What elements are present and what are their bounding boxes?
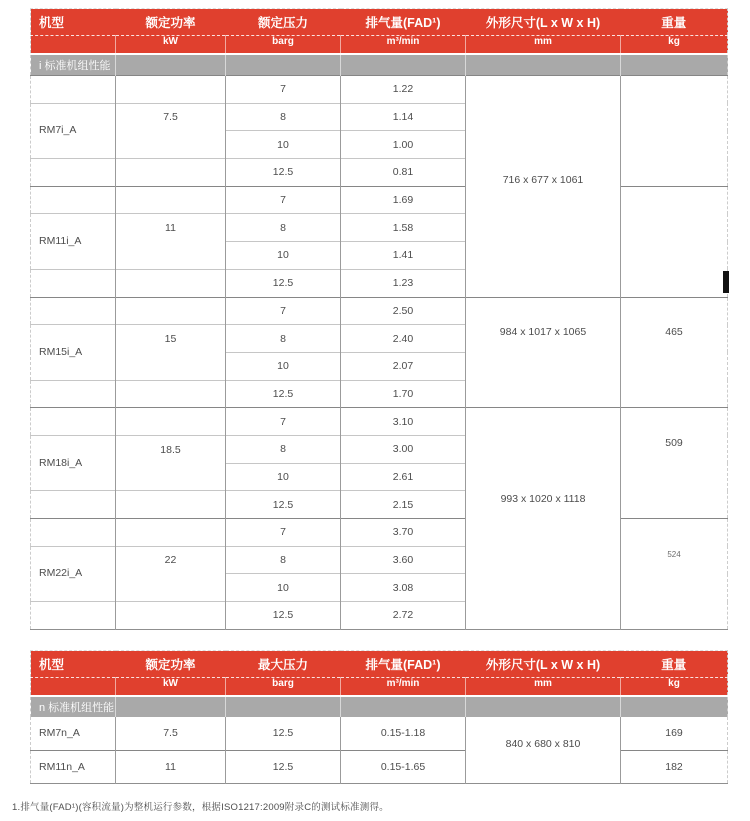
pressure-cell: 7: [226, 297, 341, 325]
model-cell: [31, 297, 116, 325]
weight-cell: 465: [621, 297, 728, 408]
performance-table-i: [30, 8, 728, 630]
section-cell: [621, 696, 728, 717]
section-band-n: [31, 696, 728, 717]
unit-weight: kg: [621, 678, 728, 697]
unit-power: kW: [116, 678, 226, 697]
table-i-body: [31, 76, 728, 630]
unit-fad: m³/min: [341, 36, 466, 55]
fad-cell: 3.08: [341, 574, 466, 602]
weight-cell: 524: [621, 519, 728, 630]
weight-cell: [621, 76, 728, 187]
pressure-cell: 12.5: [226, 717, 341, 750]
weight-cell: 182: [621, 750, 728, 783]
header-unit-row: [31, 678, 728, 697]
pressure-cell: 12.5: [226, 602, 341, 630]
weight-cell: [621, 186, 728, 297]
pressure-cell: 12.5: [226, 491, 341, 519]
fad-cell: 3.10: [341, 408, 466, 436]
model-cell: [31, 269, 116, 297]
pressure-cell: 12.5: [226, 159, 341, 187]
power-cell: [116, 76, 226, 104]
fad-cell: 0.81: [341, 159, 466, 187]
unit-dims: mm: [466, 678, 621, 697]
model-cell: [31, 519, 116, 547]
pressure-cell: 12.5: [226, 750, 341, 783]
col-header-power: 额定功率: [116, 9, 226, 36]
power-cell: [116, 186, 226, 214]
col-header-fad: 排气量(FAD¹): [341, 9, 466, 36]
pressure-cell: 10: [226, 242, 341, 270]
table-row: [31, 750, 728, 783]
fad-cell: 1.14: [341, 103, 466, 131]
pressure-cell: 8: [226, 546, 341, 574]
cursor-artifact: [723, 271, 729, 293]
pressure-cell: 10: [226, 131, 341, 159]
model-cell: RM7i_A: [31, 131, 116, 159]
pressure-cell: 8: [226, 325, 341, 353]
dims-cell: 993 x 1020 x 1118: [466, 408, 621, 630]
dims-cell: 984 x 1017 x 1065: [466, 297, 621, 408]
unit-power: kW: [116, 36, 226, 55]
section-cell: [341, 54, 466, 76]
section-cell: [116, 54, 226, 76]
fad-cell: 3.00: [341, 435, 466, 463]
unit-model: [31, 36, 116, 55]
weight-cell: 169: [621, 717, 728, 750]
fad-cell: 1.70: [341, 380, 466, 408]
power-cell: [116, 463, 226, 491]
dims-cell: 840 x 680 x 810: [466, 717, 621, 783]
power-cell: [116, 491, 226, 519]
power-cell: 7.5: [116, 717, 226, 750]
model-cell: RM18i_A: [31, 463, 116, 491]
power-cell: [116, 519, 226, 547]
fad-cell: 1.58: [341, 214, 466, 242]
unit-model: [31, 678, 116, 697]
performance-table-n: [30, 650, 728, 784]
model-cell: RM15i_A: [31, 352, 116, 380]
section-cell: [621, 54, 728, 76]
pressure-cell: 7: [226, 519, 341, 547]
section-cell: [466, 54, 621, 76]
fad-cell: 3.70: [341, 519, 466, 547]
unit-fad: m³/min: [341, 678, 466, 697]
fad-cell: 1.69: [341, 186, 466, 214]
col-header-pressure: 额定压力: [226, 9, 341, 36]
pressure-cell: 12.5: [226, 380, 341, 408]
section-row: [31, 696, 728, 717]
header-unit-row: [31, 36, 728, 55]
unit-dims: mm: [466, 36, 621, 55]
model-cell: RM11n_A: [31, 750, 116, 783]
unit-pressure: barg: [226, 36, 341, 55]
col-header-model: 机型: [31, 9, 116, 36]
power-cell: [116, 159, 226, 187]
fad-cell: 2.15: [341, 491, 466, 519]
pressure-cell: 12.5: [226, 269, 341, 297]
section-cell: [116, 696, 226, 717]
section-label: i 标准机组性能: [31, 54, 116, 76]
col-header-fad: 排气量(FAD¹): [341, 651, 466, 678]
footnote: 1.排气量(FAD¹)(容积流量)为整机运行参数，根据ISO1217:2009附录C的测试标准测得。: [12, 802, 389, 813]
power-cell: [116, 352, 226, 380]
power-cell: [116, 380, 226, 408]
power-cell: 11: [116, 750, 226, 783]
col-header-weight: 重量: [621, 651, 728, 678]
col-header-max-pressure: 最大压力: [226, 651, 341, 678]
pressure-cell: 10: [226, 352, 341, 380]
pressure-cell: 7: [226, 76, 341, 104]
model-cell: [31, 186, 116, 214]
col-header-power: 额定功率: [116, 651, 226, 678]
fad-cell: 0.15-1.18: [341, 717, 466, 750]
power-cell: [116, 297, 226, 325]
fad-cell: 2.07: [341, 352, 466, 380]
model-cell: RM22i_A: [31, 574, 116, 602]
section-label: n 标准机组性能: [31, 696, 116, 717]
fad-cell: 3.60: [341, 546, 466, 574]
section-cell: [341, 696, 466, 717]
model-cell: [31, 380, 116, 408]
model-cell: [31, 602, 116, 630]
power-cell: [116, 269, 226, 297]
fad-cell: 1.22: [341, 76, 466, 104]
power-cell: 7.5: [116, 103, 226, 131]
pressure-cell: 7: [226, 186, 341, 214]
power-cell: [116, 574, 226, 602]
model-cell: RM11i_A: [31, 242, 116, 270]
power-cell: [116, 602, 226, 630]
fad-cell: 0.15-1.65: [341, 750, 466, 783]
col-header-model: 机型: [31, 651, 116, 678]
unit-pressure: barg: [226, 678, 341, 697]
section-cell: [226, 696, 341, 717]
table-row: [31, 408, 728, 436]
fad-cell: 1.41: [341, 242, 466, 270]
col-header-weight: 重量: [621, 9, 728, 36]
dims-cell: 716 x 677 x 1061: [466, 76, 621, 298]
table-n-header: [31, 651, 728, 697]
table-row: [31, 297, 728, 325]
model-cell: [31, 159, 116, 187]
weight-cell: 509: [621, 408, 728, 519]
header-label-row: [31, 9, 728, 36]
power-cell: [116, 242, 226, 270]
model-cell: [31, 76, 116, 104]
section-band-i: [31, 54, 728, 76]
table-row: [31, 186, 728, 214]
header-label-row: [31, 651, 728, 678]
model-cell: RM7n_A: [31, 717, 116, 750]
col-header-dims: 外形尺寸(L x W x H): [466, 651, 621, 678]
col-header-dims: 外形尺寸(L x W x H): [466, 9, 621, 36]
power-cell: 18.5: [116, 435, 226, 463]
table-row: [31, 717, 728, 750]
pressure-cell: 7: [226, 408, 341, 436]
fad-cell: 2.72: [341, 602, 466, 630]
pressure-cell: 10: [226, 463, 341, 491]
pressure-cell: 8: [226, 103, 341, 131]
power-cell: 22: [116, 546, 226, 574]
section-cell: [466, 696, 621, 717]
fad-cell: 2.61: [341, 463, 466, 491]
table-row: [31, 519, 728, 547]
pressure-cell: 10: [226, 574, 341, 602]
model-cell: [31, 408, 116, 436]
pressure-cell: 8: [226, 435, 341, 463]
fad-cell: 1.23: [341, 269, 466, 297]
table-row: [31, 76, 728, 104]
section-cell: [226, 54, 341, 76]
fad-cell: 2.40: [341, 325, 466, 353]
power-cell: 15: [116, 325, 226, 353]
power-cell: [116, 408, 226, 436]
table-i-header: [31, 9, 728, 55]
fad-cell: 1.00: [341, 131, 466, 159]
power-cell: 11: [116, 214, 226, 242]
pressure-cell: 8: [226, 214, 341, 242]
unit-weight: kg: [621, 36, 728, 55]
power-cell: [116, 131, 226, 159]
table-n-body: [31, 717, 728, 783]
fad-cell: 2.50: [341, 297, 466, 325]
section-row: [31, 54, 728, 76]
model-cell: [31, 491, 116, 519]
